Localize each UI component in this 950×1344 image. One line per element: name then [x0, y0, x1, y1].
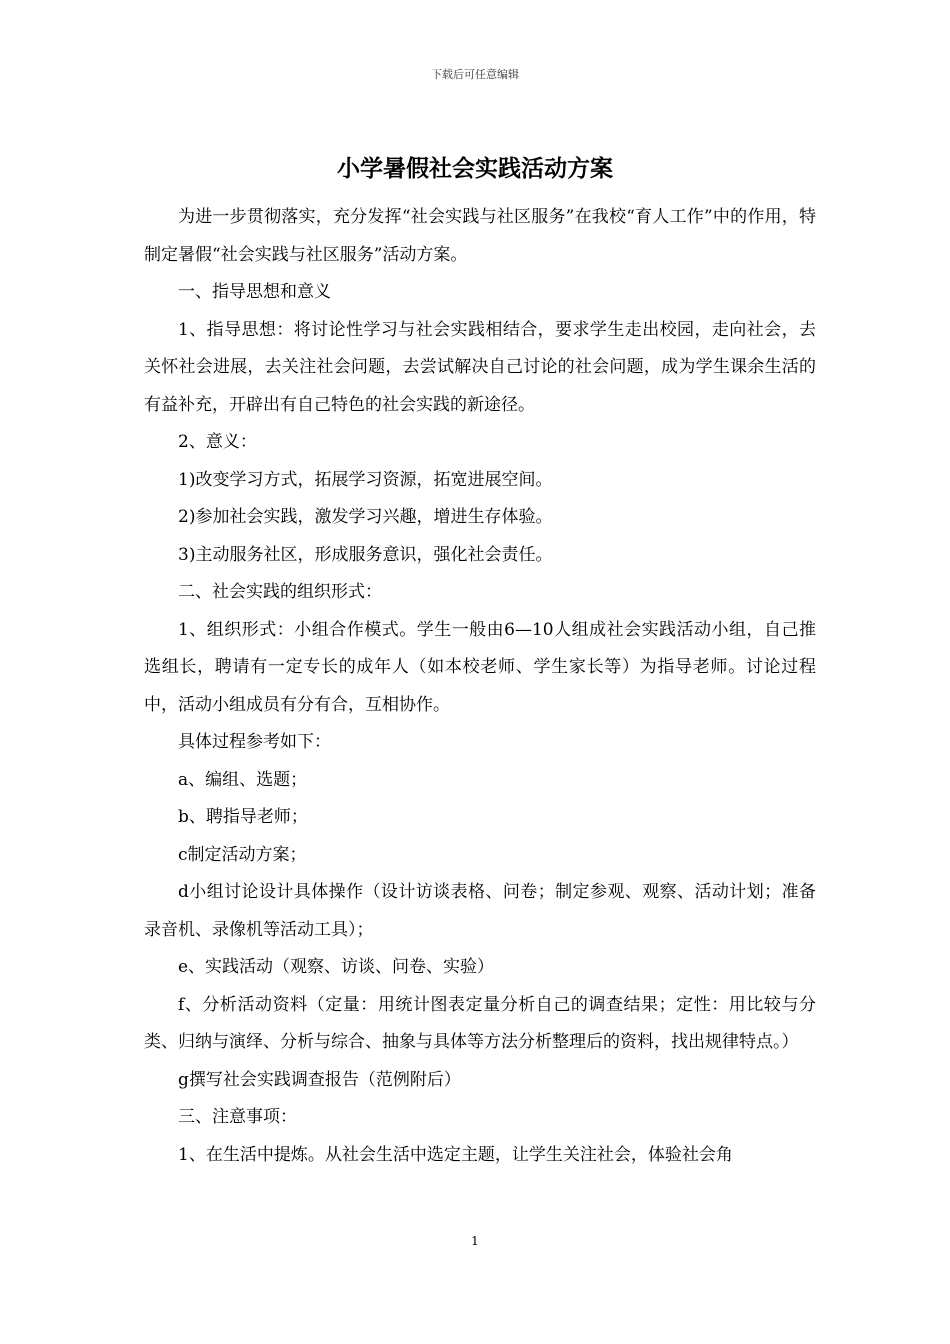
list-item: 3)主动服务社区，形成服务意识，强化社会责任。	[178, 544, 553, 565]
list-item: g撰写社会实践调查报告（范例附后）	[178, 1069, 461, 1090]
paragraph-process-intro: 具体过程参考如下：	[178, 732, 331, 752]
list-item: f、分析活动资料（定量：用统计图表定量分析自己的调查结果；定性：用比较与分类、归纳与演绎、分析与综合、抽象与具体等方法分析整理后的资料，找出规律特点。）	[144, 994, 816, 1052]
paragraph-significance: 2、意义：	[178, 432, 257, 452]
paragraph-guiding-thought: 1、指导思想：将讨论性学习与社会实践相结合，要求学生走出校园，走向社会，去关怀社会进展，去关注社会问题，去尝试解决自己讨论的社会问题，成为学生课余生活的有益补充，开辟出有自己特色的社会实践的新途径。	[144, 319, 816, 415]
page-header-note: 下载后可任意编辑	[431, 68, 519, 81]
list-item: 1)改变学习方式，拓展学习资源，拓宽进展空间。	[178, 469, 553, 490]
heading-section-3: 三、注意事项：	[178, 1107, 297, 1127]
heading-section-2: 二、社会实践的组织形式：	[178, 582, 382, 602]
paragraph-organization-form: 1、组织形式：小组合作模式。学生一般由6—10人组成社会实践活动小组，自己推选组长，聘请有一定专长的成年人（如本校老师、学生家长等）为指导老师。讨论过程中，活动小组成员有分有合，互相协作。	[144, 619, 816, 715]
heading-section-1: 一、指导思想和意义	[178, 282, 331, 302]
list-item: c制定活动方案；	[178, 844, 307, 865]
list-item: 2)参加社会实践，激发学习兴趣，增进生存体验。	[178, 507, 553, 527]
document-body	[144, 199, 816, 1174]
list-item: b、聘指导老师；	[178, 807, 308, 827]
paragraph-intro: 为进一步贯彻落实，充分发挥“社会实践与社区服务”在我校“育人工作”中的作用，特制定暑假“社会实践与社区服务”活动方案。	[144, 207, 816, 265]
list-item: e、实践活动（观察、访谈、问卷、实验）	[178, 957, 495, 977]
list-item: d小组讨论设计具体操作（设计访谈表格、问卷；制定参观、观察、活动计划；准备录音机、录像机等活动工具）；	[144, 882, 816, 940]
paragraph-note-1: 1、在生活中提炼。从社会生活中选定主题，让学生关注社会，体验社会角	[178, 1144, 733, 1165]
document-title: 小学暑假社会实践活动方案	[337, 155, 613, 182]
list-item: a、编组、选题；	[178, 769, 308, 790]
page-number: 1	[471, 1234, 479, 1248]
